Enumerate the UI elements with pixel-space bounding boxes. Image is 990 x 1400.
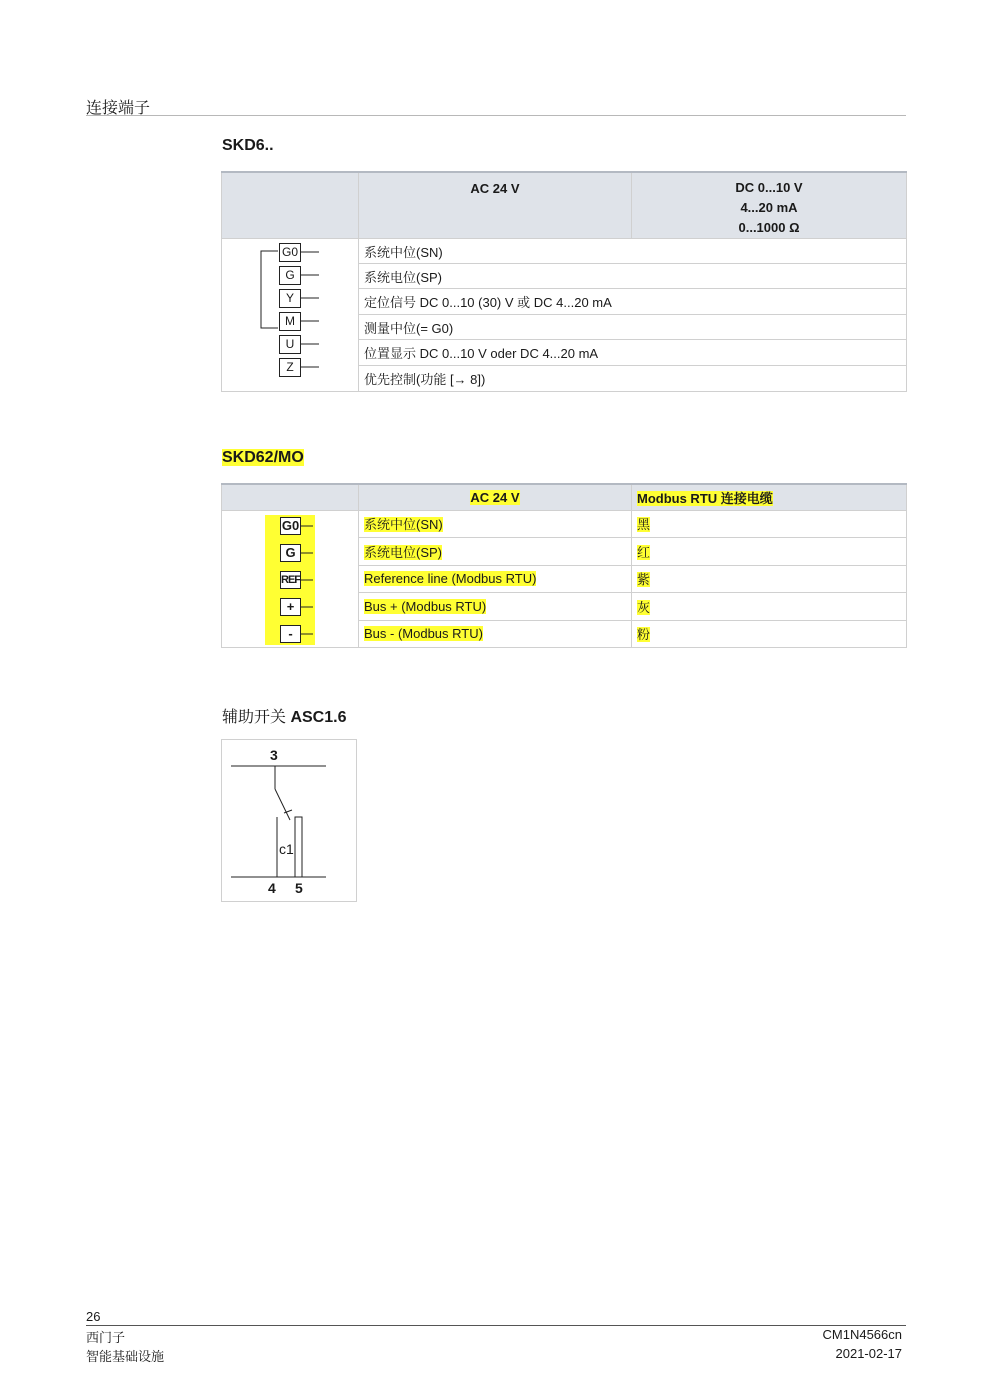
skd62-color-minus-text: 粉 xyxy=(637,627,651,642)
aux-terminal-5: 5 xyxy=(295,880,303,896)
aux-switch-diagram xyxy=(221,739,357,902)
skd6-header-row xyxy=(222,172,907,239)
skd6-col-dc-line3: 0...1000 Ω xyxy=(738,220,800,235)
skd62-terminal-ref: REF xyxy=(280,571,301,589)
skd62-col-ac xyxy=(359,484,632,510)
skd62-row xyxy=(222,510,907,537)
aux-title xyxy=(222,704,346,727)
skd62-terminal-g: G xyxy=(280,544,301,562)
skd62-color-g0 xyxy=(632,510,907,537)
skd62-col-modbus-text: Modbus RTU 连接电缆 xyxy=(637,490,773,506)
skd62-color-minus xyxy=(632,620,907,647)
footer-company: 西门子 xyxy=(86,1330,126,1345)
skd62-color-plus-text: 灰 xyxy=(637,599,651,615)
skd62-terminal-g0: G0 xyxy=(281,517,300,533)
skd6-terminal-u: U xyxy=(279,335,301,354)
skd62-desc-plus xyxy=(359,592,632,620)
skd62-color-g-text: 红 xyxy=(637,544,651,560)
skd62-desc-plus-text: Bus + (Modbus RTU) xyxy=(364,598,487,614)
skd62-desc-g0 xyxy=(359,510,632,537)
skd62-color-ref-text: 紫 xyxy=(637,572,651,587)
skd62-terminal-plus: + xyxy=(280,598,301,616)
skd62-header-row xyxy=(222,484,907,510)
skd6-desc-y: 定位信号 DC 0...10 (30) V 或 DC 4...20 mA xyxy=(359,289,907,315)
skd62-desc-minus xyxy=(359,620,632,647)
skd6-header-empty xyxy=(222,172,359,239)
skd6-desc-u: 位置显示 DC 0...10 V oder DC 4...20 mA xyxy=(359,340,907,366)
skd6-table xyxy=(221,171,907,392)
skd6-row xyxy=(222,239,907,264)
skd62-color-g0-text: 黑 xyxy=(637,517,651,532)
skd62-desc-g xyxy=(359,537,632,565)
aux-title-prefix: 辅助开关 xyxy=(222,709,291,726)
skd62-desc-ref xyxy=(359,565,632,592)
page-number: 26 xyxy=(86,1309,101,1324)
skd6-desc-g: 系统电位(SP) xyxy=(359,264,907,289)
aux-contact-5-lead xyxy=(295,817,302,877)
skd6-terminal-diagram xyxy=(222,239,359,392)
skd6-col-dc-line2: 4...20 mA xyxy=(740,200,798,215)
skd6-terminal-y: Y xyxy=(279,289,301,308)
skd62-col-modbus xyxy=(632,484,907,510)
skd62-color-g xyxy=(632,537,907,565)
skd6-col-dc-line1: DC 0...10 V xyxy=(735,180,803,195)
footer-rule xyxy=(86,1325,906,1326)
aux-switch-blade xyxy=(275,789,290,820)
skd6-col-ac: AC 24 V xyxy=(359,172,632,239)
skd6-terminal-z: Z xyxy=(279,358,301,377)
aux-contact-label: c1 xyxy=(279,841,294,857)
section-header: 连接端子 xyxy=(86,100,151,117)
skd6-col-dc xyxy=(632,172,907,239)
skd62-color-plus xyxy=(632,592,907,620)
skd62-desc-g-text: 系统电位(SP) xyxy=(364,544,443,560)
skd62-table xyxy=(221,483,907,648)
skd62-desc-ref-text: Reference line (Modbus RTU) xyxy=(364,571,537,586)
skd62-desc-minus-text: Bus - (Modbus RTU) xyxy=(364,626,483,641)
skd6-terminal-m: M xyxy=(279,312,301,331)
header-rule xyxy=(86,115,906,116)
skd62-title xyxy=(222,449,304,467)
skd62-header-empty xyxy=(222,484,359,510)
skd6-desc-z: 优先控制(功能 [→ 8]) xyxy=(359,366,907,392)
skd6-terminal-g: G xyxy=(279,266,301,285)
aux-switch-svg xyxy=(222,740,358,903)
skd62-title-text: SKD62/MO xyxy=(222,449,304,466)
aux-terminal-4: 4 xyxy=(268,880,276,896)
skd6-desc-m: 测量中位(= G0) xyxy=(359,315,907,340)
skd62-desc-g0-text: 系统中位(SN) xyxy=(364,517,443,532)
footer-date: 2021-02-17 xyxy=(835,1346,902,1361)
skd62-terminal-minus: - xyxy=(280,625,301,643)
footer-doc-number: CM1N4566cn xyxy=(822,1327,902,1342)
skd6-g0-m-bridge xyxy=(261,251,278,328)
skd62-col-ac-text: AC 24 V xyxy=(470,489,520,505)
aux-title-model: ASC1.6 xyxy=(290,709,347,726)
skd6-title: SKD6.. xyxy=(222,137,274,154)
aux-terminal-3: 3 xyxy=(270,747,278,763)
footer-division: 智能基础设施 xyxy=(86,1349,165,1364)
skd6-terminal-g0: G0 xyxy=(279,243,301,262)
skd6-desc-g0: 系统中位(SN) xyxy=(359,239,907,264)
skd62-terminal-diagram xyxy=(222,510,359,647)
skd62-color-ref xyxy=(632,565,907,592)
